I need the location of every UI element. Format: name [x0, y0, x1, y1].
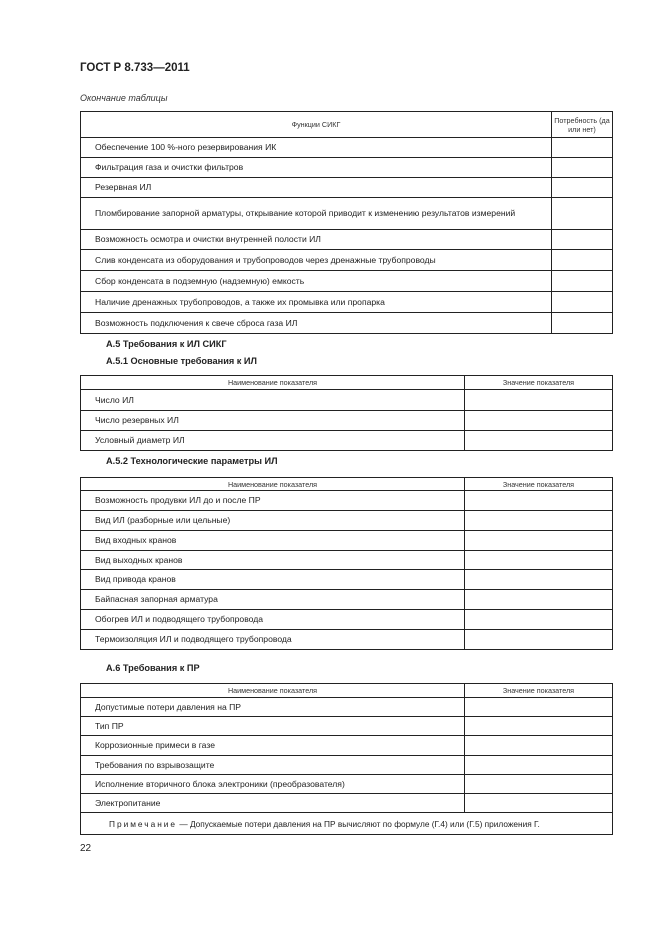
- table-row-label: Условный диаметр ИЛ: [81, 431, 465, 451]
- value-cell[interactable]: [552, 158, 613, 178]
- table-row-label: Число резервных ИЛ: [81, 411, 465, 431]
- value-cell[interactable]: [465, 390, 613, 411]
- table-row-label: Резервная ИЛ: [81, 178, 552, 198]
- section-a5-1-heading: А.5.1 Основные требования к ИЛ: [106, 356, 257, 366]
- table-row-label: Возможность подключения к свече сброса газа ИЛ: [81, 313, 552, 334]
- section-a5-2-heading: А.5.2 Технологические параметры ИЛ: [106, 456, 278, 466]
- tech-params-table: [80, 477, 613, 650]
- document-code: ГОСТ Р 8.733—2011: [80, 62, 190, 74]
- table-row-label: Сбор конденсата в подземную (надземную) емкость: [81, 271, 552, 292]
- column-header-value: Значение показателя: [465, 376, 613, 390]
- value-cell[interactable]: [465, 698, 613, 717]
- table-row-label: Требования по взрывозащите: [81, 756, 465, 775]
- column-header-need: Потребность (да или нет): [552, 112, 613, 138]
- table-continuation-label: Окончание таблицы: [80, 93, 168, 103]
- table-row-label: Исполнение вторичного блока электроники (преобразователя): [81, 775, 465, 794]
- table-row-label: Вид выходных кранов: [81, 551, 465, 570]
- value-cell[interactable]: [552, 138, 613, 158]
- table-row-label: Слив конденсата из оборудования и трубопроводов через дренажные трубопроводы: [81, 250, 552, 271]
- table-note: [81, 813, 613, 835]
- value-cell[interactable]: [465, 531, 613, 551]
- column-header-value: Значение показателя: [465, 684, 613, 698]
- value-cell[interactable]: [552, 178, 613, 198]
- table-row-label: Вид входных кранов: [81, 531, 465, 551]
- table-row-label: Обеспечение 100 %-ного резервирования ИК: [81, 138, 552, 158]
- column-header-value: Значение показателя: [465, 478, 613, 491]
- value-cell[interactable]: [465, 794, 613, 813]
- table-row-label: Байпасная запорная арматура: [81, 590, 465, 610]
- value-cell[interactable]: [552, 198, 613, 230]
- converter-requirements-table: [80, 683, 613, 835]
- value-cell[interactable]: [465, 775, 613, 794]
- value-cell[interactable]: [465, 630, 613, 650]
- page-number: 22: [80, 843, 92, 854]
- column-header-name: Наименование показателя: [81, 684, 465, 698]
- table-row-label: Вид ИЛ (разборные или цельные): [81, 511, 465, 531]
- table-row-label: Вид привода кранов: [81, 570, 465, 590]
- table-row-label: Возможность осмотра и очистки внутренней полости ИЛ: [81, 230, 552, 250]
- main-requirements-table: [80, 375, 613, 451]
- value-cell[interactable]: [465, 431, 613, 451]
- table-row-label: Число ИЛ: [81, 390, 465, 411]
- column-header-functions: Функции СИКГ: [81, 112, 552, 138]
- section-a6-heading: А.6 Требования к ПР: [106, 663, 200, 673]
- table-row-label: Допустимые потери давления на ПР: [81, 698, 465, 717]
- value-cell[interactable]: [465, 570, 613, 590]
- table-row-label: Наличие дренажных трубопроводов, а также их промывка или пропарка: [81, 292, 552, 313]
- table-row-label: Тип ПР: [81, 717, 465, 736]
- value-cell[interactable]: [465, 511, 613, 531]
- value-cell[interactable]: [465, 756, 613, 775]
- column-header-name: Наименование показателя: [81, 478, 465, 491]
- value-cell[interactable]: [552, 230, 613, 250]
- value-cell[interactable]: [465, 717, 613, 736]
- value-cell[interactable]: [465, 610, 613, 630]
- table-row-label: Обогрев ИЛ и подводящего трубопровода: [81, 610, 465, 630]
- value-cell[interactable]: [552, 271, 613, 292]
- value-cell[interactable]: [552, 250, 613, 271]
- table-row-label: Фильтрация газа и очистки фильтров: [81, 158, 552, 178]
- section-a5-heading: А.5 Требования к ИЛ СИКГ: [106, 339, 227, 349]
- note-label: Примечание: [109, 818, 178, 829]
- value-cell[interactable]: [552, 313, 613, 334]
- note-text: — Допускаемые потери давления на ПР вычисляют по формуле (Г.4) или (Г.5) приложения Г.: [177, 818, 540, 829]
- table-row-label: Термоизоляция ИЛ и подводящего трубопровода: [81, 630, 465, 650]
- value-cell[interactable]: [465, 590, 613, 610]
- table-row-label: Пломбирование запорной арматуры, открывание которой приводит к изменению результатов измерений: [81, 198, 552, 230]
- value-cell[interactable]: [465, 551, 613, 570]
- table-row-label: Электропитание: [81, 794, 465, 813]
- value-cell[interactable]: [465, 491, 613, 511]
- functions-table: [80, 111, 613, 334]
- table-row-label: Коррозионные примеси в газе: [81, 736, 465, 756]
- value-cell[interactable]: [465, 411, 613, 431]
- table-row-label: Возможность продувки ИЛ до и после ПР: [81, 491, 465, 511]
- value-cell[interactable]: [552, 292, 613, 313]
- value-cell[interactable]: [465, 736, 613, 756]
- column-header-name: Наименование показателя: [81, 376, 465, 390]
